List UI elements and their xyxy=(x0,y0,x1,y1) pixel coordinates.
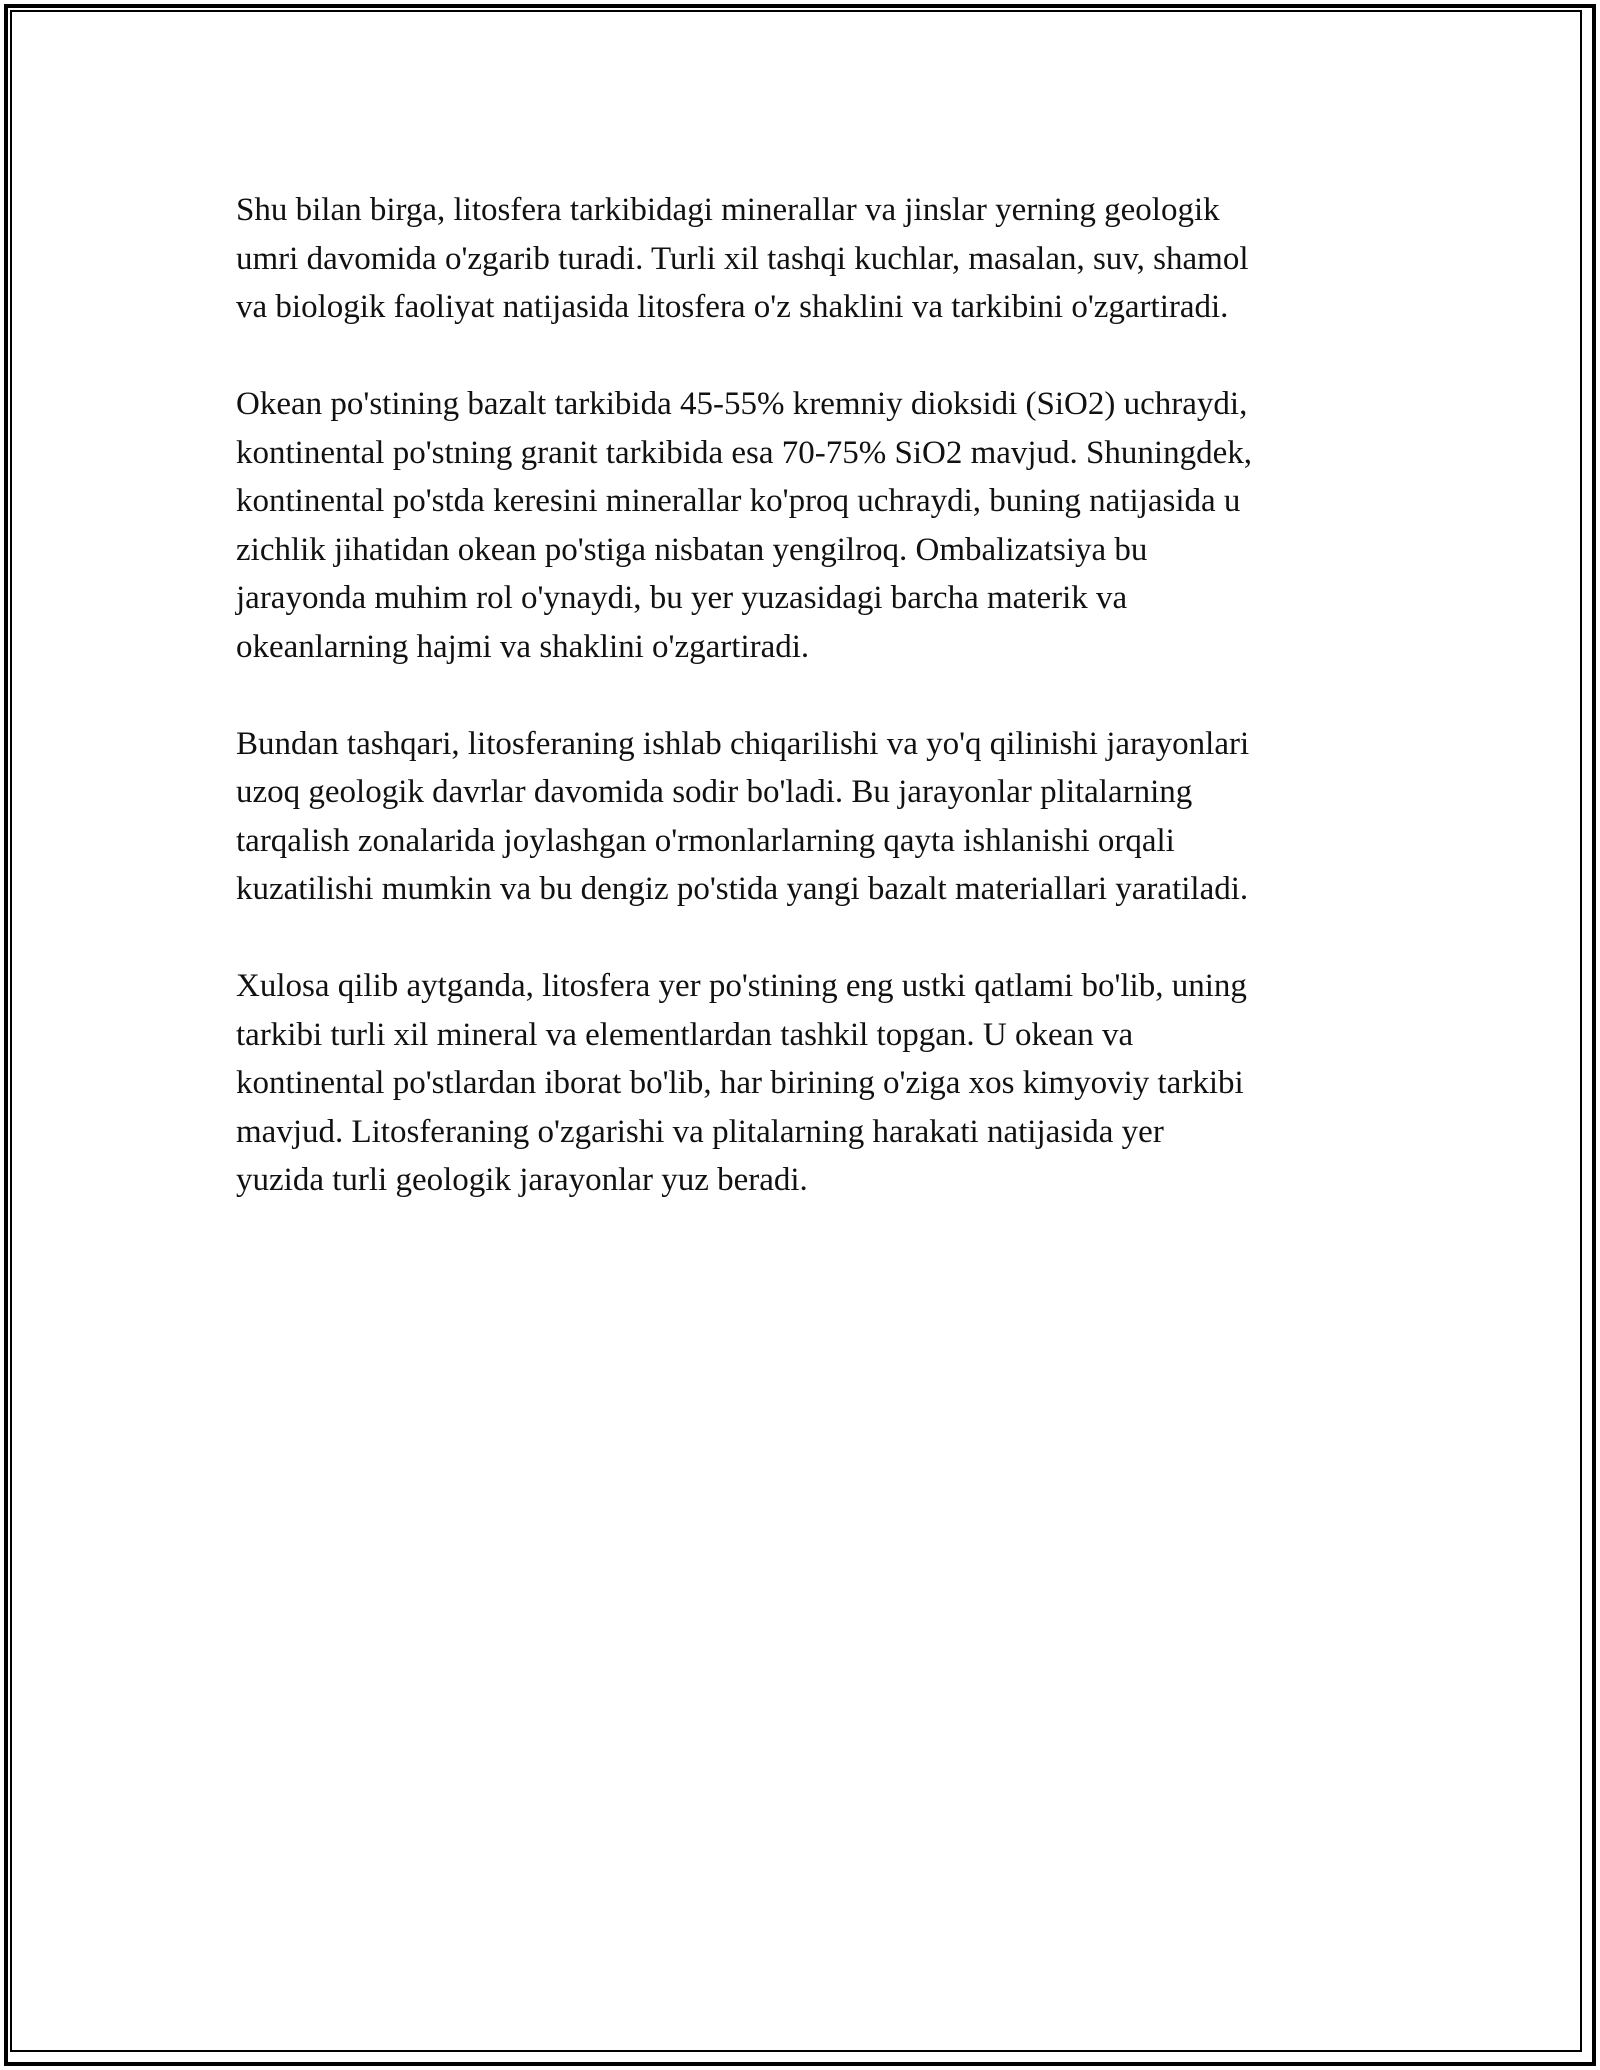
paragraph-line: kontinental po'stning granit tarkibida esa 70-75% SiO2 mavjud. Shuningdek, xyxy=(236,434,1252,471)
paragraph-line: uzoq geologik davrlar davomida sodir bo'ladi. Bu jarayonlar plitalarning xyxy=(236,774,1193,810)
paragraph-line: tarqalish zonalarida joylashgan o'rmonlarlarning qayta ishlanishi orqali xyxy=(236,822,1175,859)
paragraph-line: mavjud. Litosferaning o'zgarishi va plitalarning harakati natijasida yer xyxy=(236,1113,1164,1150)
paragraph-line: yuzida turli geologik jarayonlar yuz beradi. xyxy=(236,1162,808,1198)
document-body xyxy=(236,186,1386,1253)
paragraph-line: Bundan tashqari, litosferaning ishlab chiqarilishi va yo'q qilinishi jarayonlari xyxy=(236,725,1250,762)
paragraph-line: kuzatilishi mumkin va bu dengiz po'stida yangi bazalt materiallari yaratiladi. xyxy=(236,871,1249,907)
paragraph-line: kontinental po'stlardan iborat bo'lib, har birining o'ziga xos kimyoviy tarkibi xyxy=(236,1065,1244,1101)
paragraph-line: Xulosa qilib aytganda, litosfera yer po'stining eng ustki qatlami bo'lib, uning xyxy=(236,968,1247,1004)
paragraph-line: okeanlarning hajmi va shaklini o'zgartiradi. xyxy=(236,628,810,665)
paragraph-2 xyxy=(236,380,1386,671)
paragraph-1 xyxy=(236,186,1386,332)
paragraph-line: zichlik jihatidan okean po'stiga nisbatan yengilroq. Ombalizatsiya bu xyxy=(236,531,1148,568)
paragraph-4 xyxy=(236,962,1386,1205)
paragraph-line: va biologik faoliyat natijasida litosfera o'z shaklini va tarkibini o'zgartiradi. xyxy=(236,289,1229,325)
paragraph-line: tarkibi turli xil mineral va elementlardan tashkil topgan. U okean va xyxy=(236,1016,1134,1053)
paragraph-line: jarayonda muhim rol o'ynaydi, bu yer yuzasidagi barcha materik va xyxy=(236,580,1128,616)
paragraph-line: umri davomida o'zgarib turadi. Turli xil tashqi kuchlar, masalan, suv, shamol xyxy=(236,240,1249,277)
paragraph-line: Okean po'stining bazalt tarkibida 45-55% kremniy dioksidi (SiO2) uchraydi, xyxy=(236,386,1248,422)
paragraph-3 xyxy=(236,720,1386,914)
paragraph-line: Shu bilan birga, litosfera tarkibidagi minerallar va jinslar yerning geologik xyxy=(236,192,1220,228)
paragraph-line: kontinental po'stda keresini minerallar ko'proq uchraydi, buning natijasida u xyxy=(236,483,1241,519)
